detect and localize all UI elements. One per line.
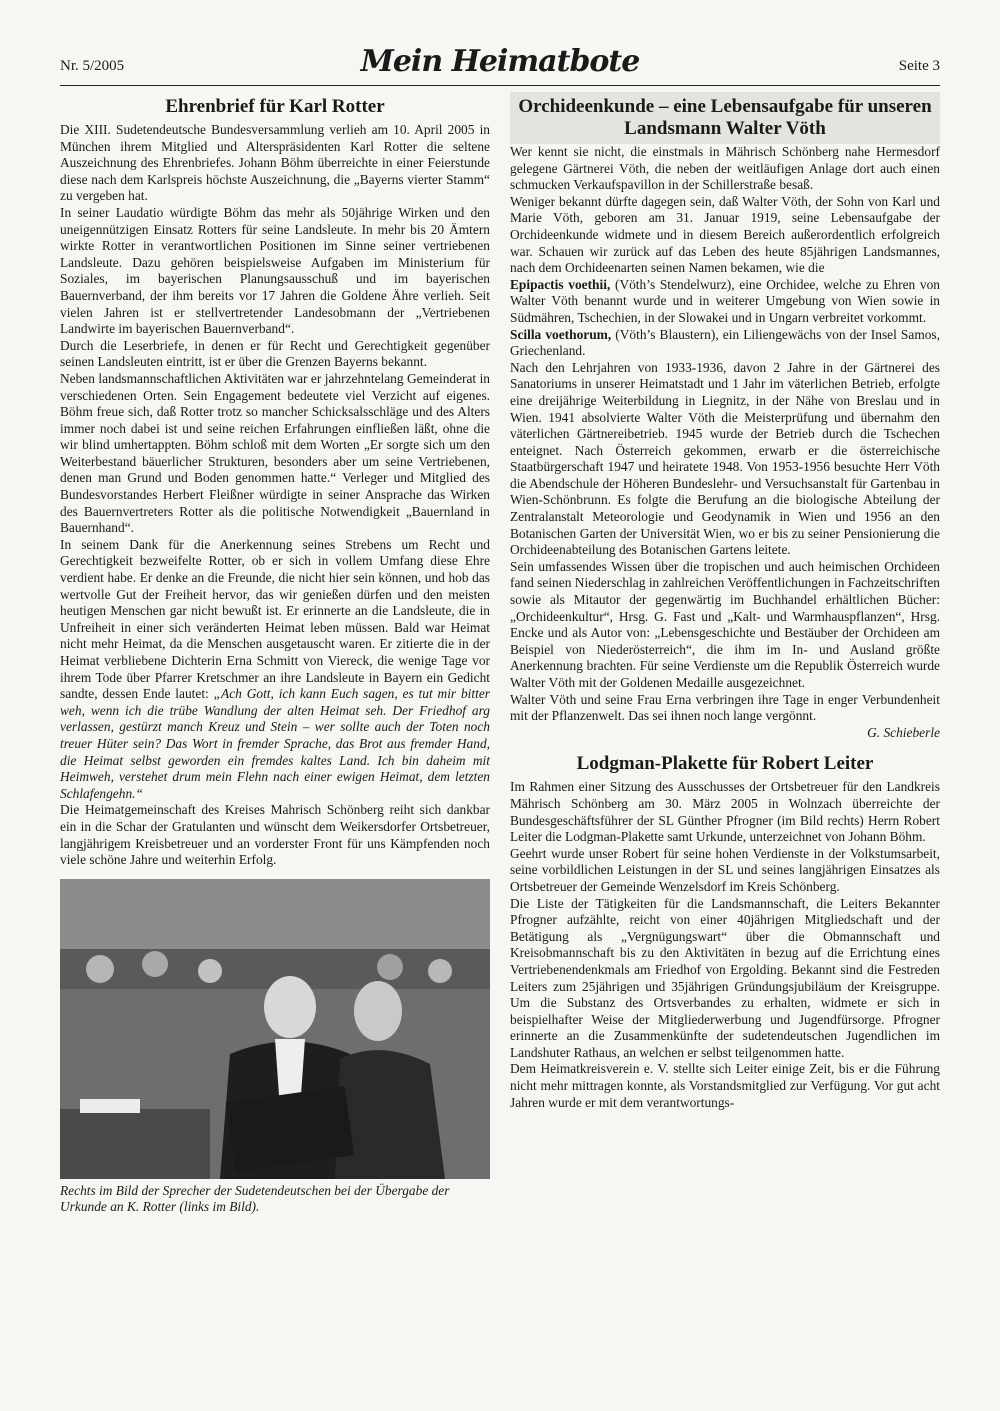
- paragraph: Weniger bekannt dürfte dagegen sein, daß Walter Vöth, der Sohn von Karl und Marie Vöth, geboren am 31. Januar 1919, seine Lebensaufgabe der Orchideenkunde widmete und in diesem Bereich außerordentlich erfolgreich war. Schauen wir zurück auf das Leben des heute 85jährigen Landsmannes, nach dem Orchideenarten seinen Namen bekamen, wie die: [510, 193, 940, 276]
- paragraph: In seiner Laudatio würdigte Böhm das mehr als 50jährige Wirken und den uneigennützigen Einsatz Rotters für seine Landsleute. In mehr bis 20 Ämtern wirkte Rotter in verantwortlichen Positionen im Sinne seiner vertriebenen Landsleute. Dazu gehören beispielsweise Aufgaben im Ministerium für Soziales, im bayerischen Planungsausschuß und im bayerischen Bauernverband, der ihm bereits vor 17 Jahren die Goldene Ähre verlieh. Seit vielen Jahren ist er stellvertretender Landesobmann der „Vertriebenen Landwirte im bayerischen Bauernverband“.: [60, 204, 490, 337]
- photo-illustration: [60, 879, 490, 1179]
- headline-box: [510, 92, 940, 144]
- paragraph: Nach den Lehrjahren von 1933-1936, davon 2 Jahre in der Gärtnerei des Sanatoriums in unserer Heimatstadt und 1 Jahr im väterlichen Betrieb, erfolgte eine dreijährige Weiterbildung in Liegnitz, in der Nähe von Breslau und in Wien. 1941 absolvierte Walter Vöth die Meisterprüfung und übernahm den väterlichen Gärtnereibetrieb. 1945 wurde der Betrieb durch die Tschechen enteignet. Nach Österreich gekommen, erwarb er die österreichische Staatbürgerschaft 1947 und heiratete 1948. Von 1953-1956 besuchte Herr Vöth die Abendschule der Höheren Bundeslehr- und Versuchsanstalt für Gartenbau in Wien-Schönbrunn. Es folgte die Berufung an die biologische Abteilung der Zentralanstalt Meteorologie und Geodynamik in Wien und 1956 an den Botanischen Garten der Universität Wien, wo er bis zu seiner Pensionierung die Orchideenabteilung des Botanischen Gartens leitete.: [510, 359, 940, 558]
- paragraph: Geehrt wurde unser Robert für seine hohen Verdienste in der Volkstumsarbeit, seine vorbildlichen Leistungen in der SL und seines langjährigen Einsatzes als Ortsbetreuer der Gemeinde Wenzelsdorf im Kreis Schönberg.: [510, 845, 940, 894]
- article-title-leiter: Lodgman-Plakette für Robert Leiter: [576, 753, 874, 775]
- paragraph: Sein umfassendes Wissen über die tropischen und auch heimischen Orchideen fand seinen Niederschlag in zahlreichen Veröffentlichungen in Fachzeitschriften sowie als Mitautor der gegenwärtig im Buchhandel erhältlichen Bücher: „Orchideenkultur“, Hrsg. G. Fast und „Kalt- und Warmhauspflanzen“, Hrsg. Encke und als Autor von: „Lebensgeschichte und Bestäuber der Orchideen am Beispiel von Niederösterreich“, die ihm im In- und Ausland größte Anerkennung brachten. Für seine Verdienste um die Republik Österreich wurde Walter Vöth mit der Goldenen Medaille ausgezeichnet.: [510, 558, 940, 690]
- paragraph: [510, 277, 940, 327]
- paragraph: [510, 327, 940, 360]
- paragraph: [60, 537, 490, 803]
- paragraph-text: (Vöth’s Stendelwurz), eine Orchidee, welche zu Ehren von Walter Vöth benannt wurde und in weiterer Umgebung von Wien sowie in Südmähren, Tschechien, in der Slowakei und in Ungarn verbreitet vorkommt.: [510, 276, 941, 325]
- paragraph: Neben landsmannschaftlichen Aktivitäten war er jahrzehntelang Gemeinderat in verschiedenen Orten. Sein Engagement bedeutete viel Verzicht auf eigenes. Böhm freue sich, daß Rotter trotz so mancher Schicksalsschläge und des Alters immer noch dabei ist und seine reichen Erfahrungen einfließen läßt, ohne die wir blind umhertappten. Böhm schloß mit dem Worten „Er sorgte sich um den Weiterbestand bäuerlicher Strukturen, besonders aber um seine Vertriebenen, denen man Grund und Boden genommen hatte.“ Verleger und Mitglied des Bundesvorstandes Herbert Fleißner würdigte in seiner Ansprache das Wirken des Bauernvertreters Rotter als die politische Notwendigkeit „Bauernland in Bauernhand“.: [60, 370, 490, 536]
- page-number: Seite 3: [898, 58, 940, 74]
- masthead-logo: Mein Heimatbote: [360, 44, 640, 79]
- left-column: [60, 92, 490, 1216]
- species-name: Scilla voethorum,: [510, 326, 612, 342]
- issue-number: Nr. 5/2005: [60, 58, 125, 74]
- paragraph: Die XIII. Sudetendeutsche Bundesversammlung verlieh am 10. April 2005 in München ihrem Mitglied und Alterspräsidenten Karl Rotter die seltene Auszeichnung des Ehrenbriefes. Johann Böhm überreichte in einer Feierstunde diese nach dem Karlspreis höchste Auszeichnung, die „Bayerns vierter Stamm“ zu vergeben hat.: [60, 122, 490, 204]
- author-row: [510, 725, 940, 742]
- right-column: [510, 92, 940, 1111]
- paragraph: Die Heimatgemeinschaft des Kreises Mahrisch Schönberg reiht sich dankbar ein in die Schar der Gratulanten und wünscht dem Weikersdorfer Ortsbetreuer, langjährigem Kreisbetreuer und an vorderster Front für uns Kämpfenden noch viele schöne Jahre und weiterhin Erfolg.: [60, 802, 490, 868]
- paragraph-text: (Vöth’s Blaustern), ein Liliengewächs von der Insel Samos, Griechenland.: [510, 326, 940, 359]
- header-rule: [60, 85, 940, 86]
- author-signature: G. Schieberle: [867, 724, 940, 740]
- paragraph: Im Rahmen einer Sitzung des Ausschusses der Ortsbetreuer für den Landkreis Mährisch Schönberg am 30. März 2005 in Wolnzach überreichte der Bundesgeschäftsführer der SL Günther Pfrogner (im Bild rechts) Herrn Robert Leiter die Lodgman-Plakette samt Urkunde, unterzeichnet von Johann Böhm.: [510, 779, 940, 845]
- species-name: Epipactis voethii,: [510, 276, 611, 292]
- award-photo: [60, 879, 490, 1179]
- paragraph: Durch die Leserbriefe, in denen er für Recht und Gerechtigkeit gegenüber seinen Landsleuten eintritt, ist er über die Grenzen Bayerns bekannt.: [60, 337, 490, 370]
- photo-caption: Rechts im Bild der Sprecher der Sudetendeutschen bei der Übergabe der Urkunde an K. Rotter (links im Bild).: [60, 1182, 450, 1215]
- paragraph: Die Liste der Tätigkeiten für die Landsmannschaft, die Leiters Bekannter Pfrogner aufzählte, reicht von einer 40jährigen Mitgliedschaft und der Betätigung als „Vergnügungswart“ über die Obmannschaft und Kreisobmannschaft bis zu den Aktivitäten in bezug auf die Errichtung eines Vertriebenendenkmals am Friedhof von Ergolding. Bekannt sind die Festreden Leiters zum 25jährigen und 35jährigen Gründungsjubiläum der Kreisgruppe. Um die Substanz des Ortsverbandes zu erhalten, widmete er sich in beispielhafter Weise der Mitgliederwerbung und Jugendfürsorge. Pfrogner erinnerte an die Zusammenkünfte der sudetendeutschen Jugendlichen im Landshuter Rathaus, an welchen er selbst teilgenommen hatte.: [510, 895, 940, 1060]
- page-header: [60, 46, 940, 86]
- poem-quote: „Ach Gott, ich kann Euch sagen, es tut mir bitter weh, wenn ich die trübe Wandlung der alten Heimat seh. Der Friedhof arg verlassen, gestürzt manch Kreuz und Stein – wer sollte auch der Toten noch treuer Hüter sein? Das Wort in fremder Sprache, das Brot aus fremder Hand, die Heimat selbst geworden ein fremdes kaltes Land. Ich bin daheim mit Heimweh, verstehet drum mein Flehn nach einer ewigen Heimat, dem letzten Schlafengehn.“: [60, 686, 490, 801]
- paragraph: Dem Heimatkreisverein e. V. stellte sich Leiter einige Zeit, bis er die Führung nicht mehr mittragen konnte, als Vorstandsmitglied zur Verfügung. Vor gut acht Jahren wurde er mit dem verantwortungs-: [510, 1061, 940, 1110]
- paragraph: Wer kennt sie nicht, die einstmals in Mährisch Schönberg nahe Hermesdorf gelegene Gärtnerei Vöth, die neben der weitläufigen Anlage dort auch einen schmucken Verkaufspavillon in der Schillerstraße besaß.: [510, 144, 940, 193]
- paragraph: Walter Vöth und seine Frau Erna verbringen ihre Tage in enger Verbundenheit mit der Pflanzenwelt. Das sei ihnen noch lange vergönnt.: [510, 691, 940, 724]
- article-title-voeth: Orchideenkunde – eine Lebensaufgabe für unseren Landsmann Walter Vöth: [518, 96, 932, 139]
- article-title-rotter: Ehrenbrief für Karl Rotter: [165, 96, 385, 117]
- paragraph-text: In seinem Dank für die Anerkennung seines Strebens um Recht und Gerechtigkeit bezweifelte Rotter, ob er sich in vollem Umfang diese Ehre verdient habe. Er denke an die Freunde, die nicht hier sein können, und hob das wertvolle Gut der Freiheit hervor, das wir genießen dürfen und den meisten heutigen Menschen gar nicht bewußt ist. Er erinnerte an die Landsleute, die in Unfreiheit in einer sich veränderten Heimat leben müssen. Bald war Heimat nicht mehr Heimat, da die Menschen ausgetauscht waren. Er zitierte die in der Heimat verbliebene Dichterin Erna Schmitt von Viereck, die wenige Tage vor ihrem Tode über Pfarrer Kretschmer an ihre Landsleute in Bayern ein Gedicht sandte, dessen Ende lautet:: [60, 536, 490, 702]
